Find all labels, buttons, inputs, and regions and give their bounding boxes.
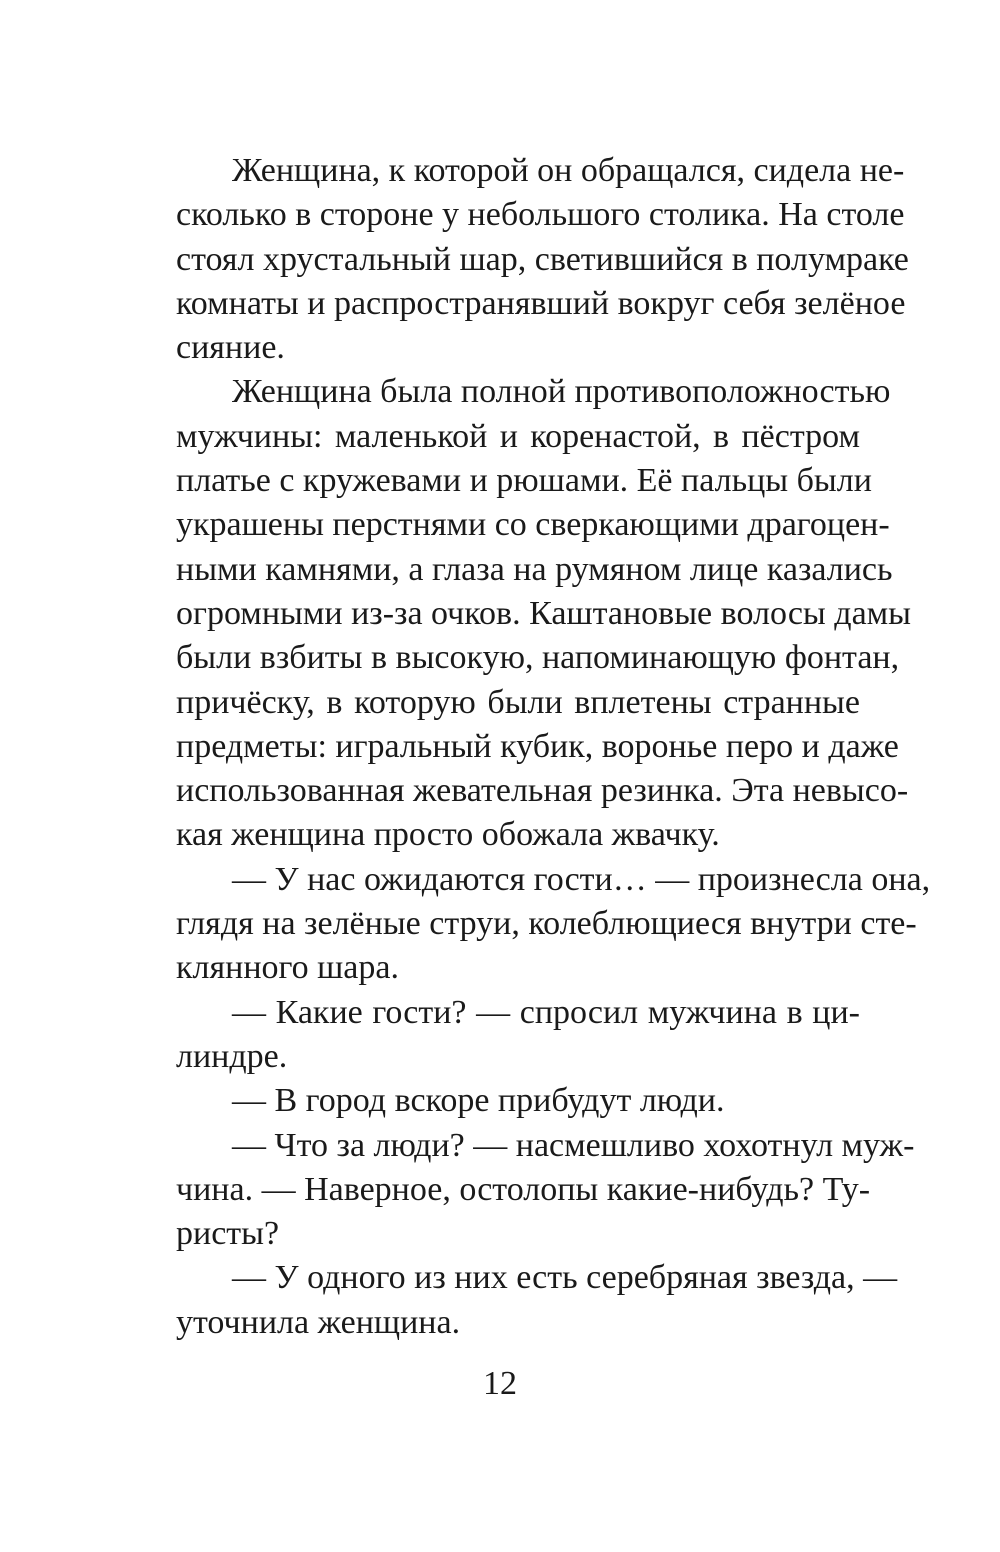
text-line: огромными из-за очков. Каштановые волосы дамы [176,594,912,632]
text-line: мужчины: маленькой и коренастой, в пёстром [176,417,860,455]
text-line: предметы: игральный кубик, воронье перо и даже [176,727,899,765]
text-line: глядя на зелёные струи, колеблющиеся внутри сте- [176,905,917,943]
text-line: были взбиты в высокую, напоминающую фонтан, [176,639,900,677]
text-line: сияние. [176,329,285,367]
text-line: комнаты и распространявший вокруг себя зелёное [176,284,906,322]
text-line: — У нас ожидаются гости… — произнесла она, [232,860,931,898]
text-line: Женщина, к которой он обращался, сидела не- [232,152,905,189]
page-number: 12 [483,1365,517,1402]
body-text [176,149,931,1345]
text-line: клянного шара. [176,949,399,987]
text-line: чина. — Наверное, остолопы какие-нибудь? Ту- [176,1170,871,1208]
text-line: сколько в стороне у небольшого столика. На столе [176,196,905,234]
text-line: ными камнями, а глаза на румяном лице казались [176,550,893,588]
text-line: украшены перстнями со сверкающими драгоцен- [176,506,890,544]
text-line: Женщина была полной противоположностью [232,373,891,411]
text-line: ристы? [176,1215,280,1253]
text-line: причёску, в которую были вплетены странные [176,683,860,721]
text-line: — В город вскоре прибудут люди. [232,1082,725,1120]
text-line: стоял хрустальный шар, светившийся в полумраке [176,240,909,278]
text-line: кая женщина просто обожала жвачку. [176,816,720,854]
text-line: использованная жевательная резинка. Эта невысо- [176,772,909,810]
text-line: уточнила женщина. [176,1303,461,1341]
text-line: — Что за люди? — насмешливо хохотнул муж- [232,1126,915,1164]
text-line: — У одного из них есть серебряная звезда, — [232,1259,898,1297]
text-line: линдре. [176,1037,288,1075]
text-line: — Какие гости? — спросил мужчина в ци- [232,993,860,1031]
text-line: платье с кружевами и рюшами. Её пальцы были [176,462,872,500]
